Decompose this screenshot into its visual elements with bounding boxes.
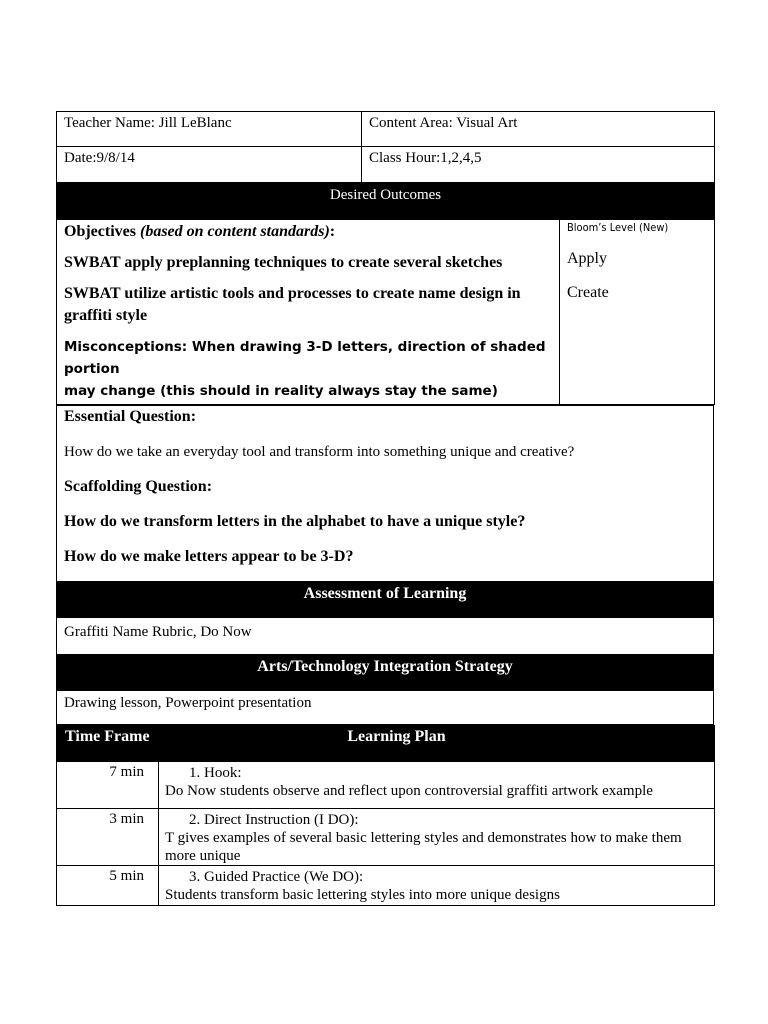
header-table [56, 111, 715, 183]
objectives-colon: : [329, 223, 336, 240]
scaffolding-question-label: Scaffolding Question: [64, 478, 213, 495]
learning-plan-heading: Learning Plan [159, 726, 715, 762]
table-row [57, 866, 715, 906]
content-area: Content Area: Visual Art [362, 112, 715, 147]
assessment-heading: Assessment of Learning [57, 582, 714, 618]
date: Date:9/8/14 [57, 147, 362, 183]
questions-table [56, 405, 714, 725]
objectives-cell [57, 220, 560, 405]
learning-plan-table [56, 725, 715, 906]
bloom-apply: Apply [567, 250, 607, 267]
time-cell: 7 min [57, 762, 159, 809]
scaffolding-question-2: How do we make letters appear to be 3-D? [64, 548, 354, 565]
time-cell: 5 min [57, 866, 159, 906]
scaffolding-question-1: How do we transform letters in the alphabet to have a unique style? [64, 513, 526, 530]
integration-text: Drawing lesson, Powerpoint presentation [57, 691, 714, 725]
objectives-label: Objectives [64, 223, 136, 240]
step-text: T gives examples of several basic lettering styles and demonstrates how to make them more unique [165, 830, 682, 864]
step-title: 1. Hook: [189, 765, 242, 781]
teacher-name: Teacher Name: Jill LeBlanc [57, 112, 362, 147]
desired-outcomes-heading: Desired Outcomes [57, 184, 715, 220]
table-row [57, 762, 715, 809]
plan-step [159, 762, 715, 809]
plan-step [159, 866, 715, 906]
time-frame-heading: Time Frame [57, 726, 159, 762]
class-hour: Class Hour:1,2,4,5 [362, 147, 715, 183]
integration-heading: Arts/Technology Integration Strategy [57, 655, 714, 691]
bloom-level-heading: Bloom’s Level (New) [567, 221, 669, 234]
step-text: Students transform basic lettering styles into more unique designs [165, 887, 560, 903]
table-row [57, 809, 715, 866]
plan-step [159, 809, 715, 866]
bloom-cell [560, 220, 715, 405]
time-cell: 3 min [57, 809, 159, 866]
objective-1: SWBAT apply preplanning techniques to create several sketches [64, 254, 503, 271]
questions-cell [57, 406, 714, 582]
misconception-line-2: may change (this should in reality always stay the same) [64, 383, 498, 399]
lesson-plan-document [56, 111, 714, 906]
step-title: 3. Guided Practice (We DO): [189, 869, 364, 885]
step-text: Do Now students observe and reflect upon controversial graffiti artwork example [165, 783, 653, 799]
objective-2: SWBAT utilize artistic tools and processes to create name design in graffiti style [64, 285, 521, 324]
bloom-create: Create [567, 284, 609, 301]
objectives-note: (based on content standards) [139, 223, 330, 240]
objectives-heading [64, 221, 552, 243]
misconception-line-1: Misconceptions: When drawing 3-D letters, direction of shaded portion [64, 339, 546, 377]
assessment-text: Graffiti Name Rubric, Do Now [57, 618, 714, 655]
step-title: 2. Direct Instruction (I DO): [189, 812, 359, 828]
essential-question-text: How do we take an everyday tool and transform into something unique and creative? [64, 444, 575, 460]
essential-question-label: Essential Question: [64, 408, 197, 425]
outcomes-table [56, 183, 715, 405]
